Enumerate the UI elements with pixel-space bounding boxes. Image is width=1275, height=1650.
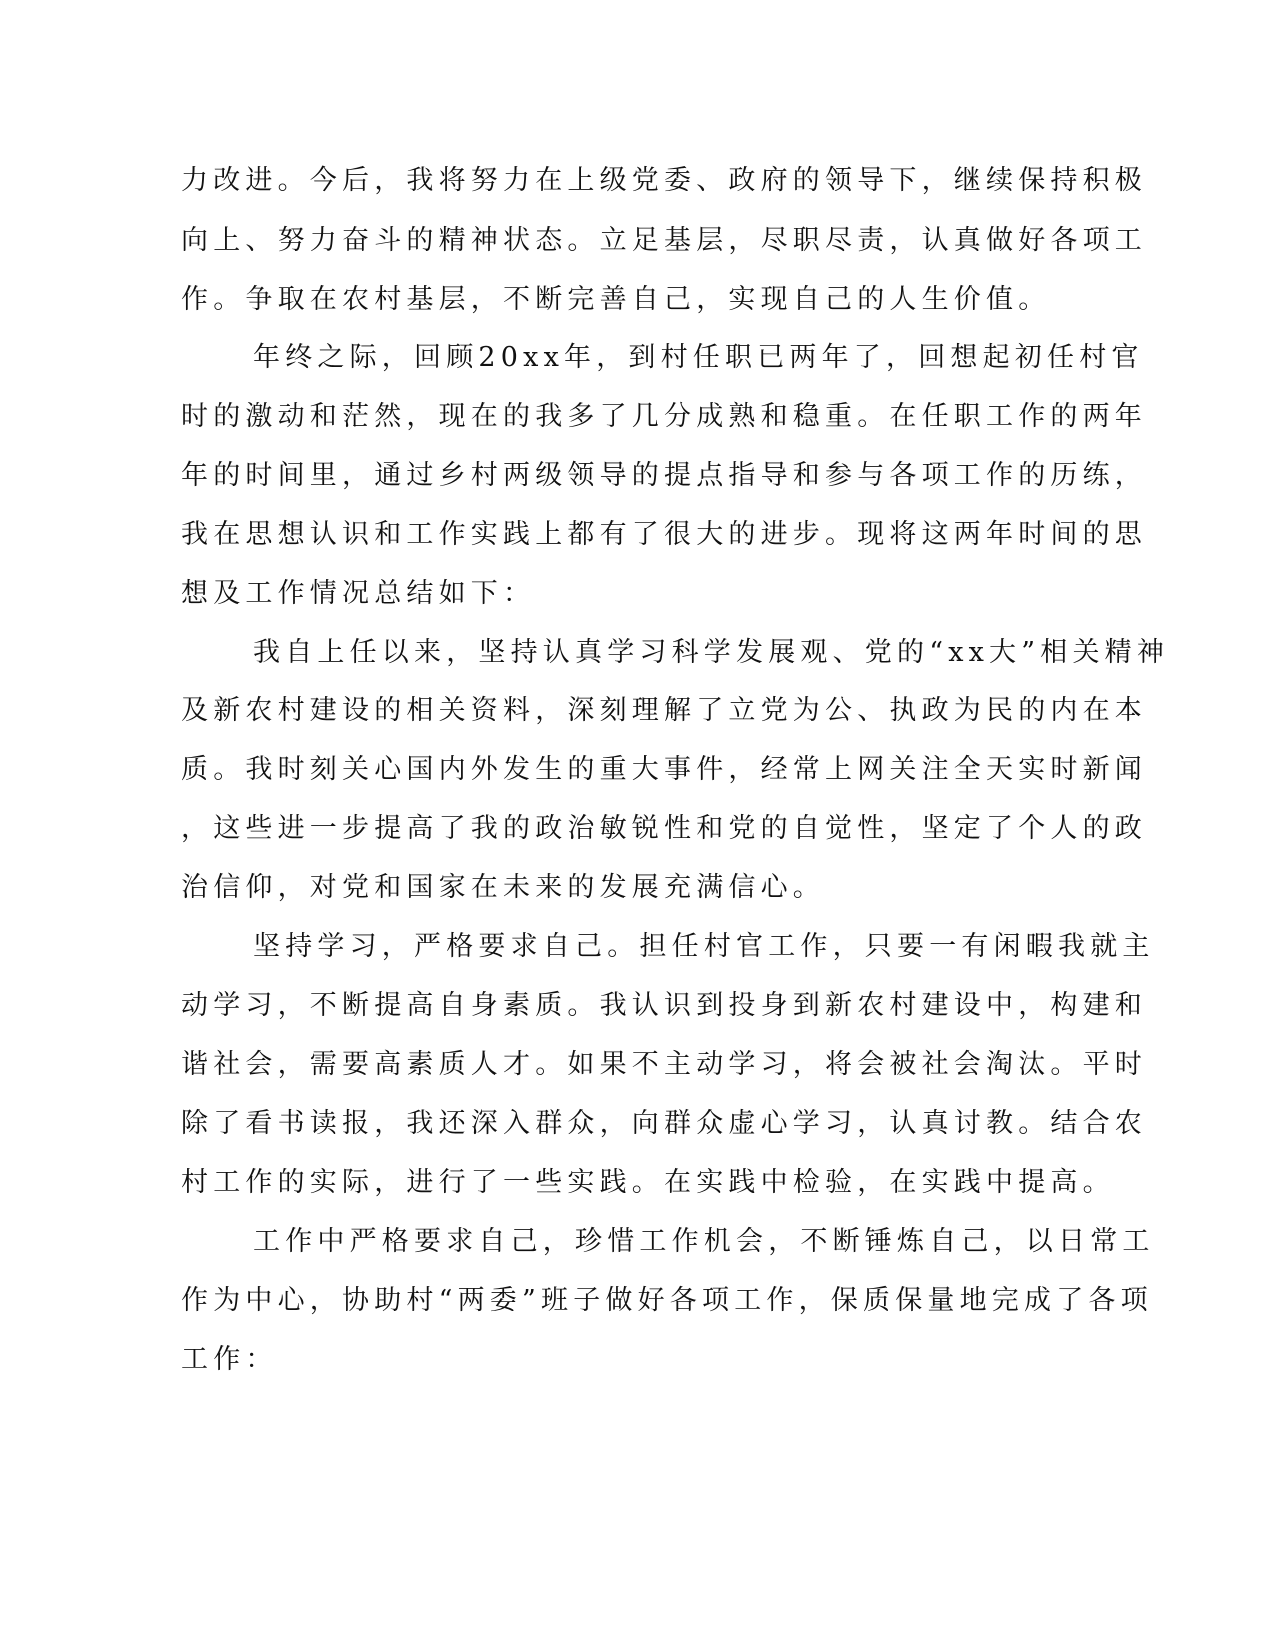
text-line: 年的时间里，通过乡村两级领导的提点指导和参与各项工作的历练，	[181, 460, 1147, 491]
text-line: 我自上任以来，坚持认真学习科学发展观、党的“xx大”相关精神	[253, 637, 1170, 668]
text-line: 动学习，不断提高自身素质。我认识到投身到新农村建设中，构建和	[181, 990, 1147, 1021]
text-line: 作为中心，协助村“两委”班子做好各项工作，保质保量地完成了各项	[181, 1285, 1153, 1316]
text-line: 年终之际，回顾20xx年，到村任职已两年了，回想起初任村官	[253, 342, 1144, 373]
text-line: 除了看书读报，我还深入群众，向群众虚心学习，认真讨教。结合农	[181, 1108, 1147, 1139]
text-line: ，这些进一步提高了我的政治敏锐性和党的自觉性，坚定了个人的政	[181, 813, 1147, 844]
text-line: 时的激动和茫然，现在的我多了几分成熟和稳重。在任职工作的两年	[181, 401, 1147, 432]
text-line: 质。我时刻关心国内外发生的重大事件，经常上网关注全天实时新闻	[181, 754, 1147, 785]
text-line: 作。争取在农村基层，不断完善自己，实现自己的人生价值。	[181, 284, 1051, 315]
text-line: 我在思想认识和工作实践上都有了很大的进步。现将这两年时间的思	[181, 519, 1147, 550]
text-line: 向上、努力奋斗的精神状态。立足基层，尽职尽责，认真做好各项工	[181, 225, 1147, 256]
text-line: 治信仰，对党和国家在未来的发展充满信心。	[181, 872, 825, 903]
text-line: 力改进。今后，我将努力在上级党委、政府的领导下，继续保持积极	[181, 165, 1147, 196]
text-line: 村工作的实际，进行了一些实践。在实践中检验，在实践中提高。	[181, 1167, 1115, 1198]
text-line: 坚持学习，严格要求自己。担任村官工作，只要一有闲暇我就主	[253, 931, 1155, 962]
text-line: 工作中严格要求自己，珍惜工作机会，不断锤炼自己，以日常工	[253, 1226, 1155, 1257]
text-line: 及新农村建设的相关资料，深刻理解了立党为公、执政为民的内在本	[181, 695, 1147, 726]
text-line: 谐社会，需要高素质人才。如果不主动学习，将会被社会淘汰。平时	[181, 1049, 1147, 1080]
text-line: 想及工作情况总结如下：	[181, 578, 536, 609]
text-line: 工作：	[181, 1344, 278, 1375]
